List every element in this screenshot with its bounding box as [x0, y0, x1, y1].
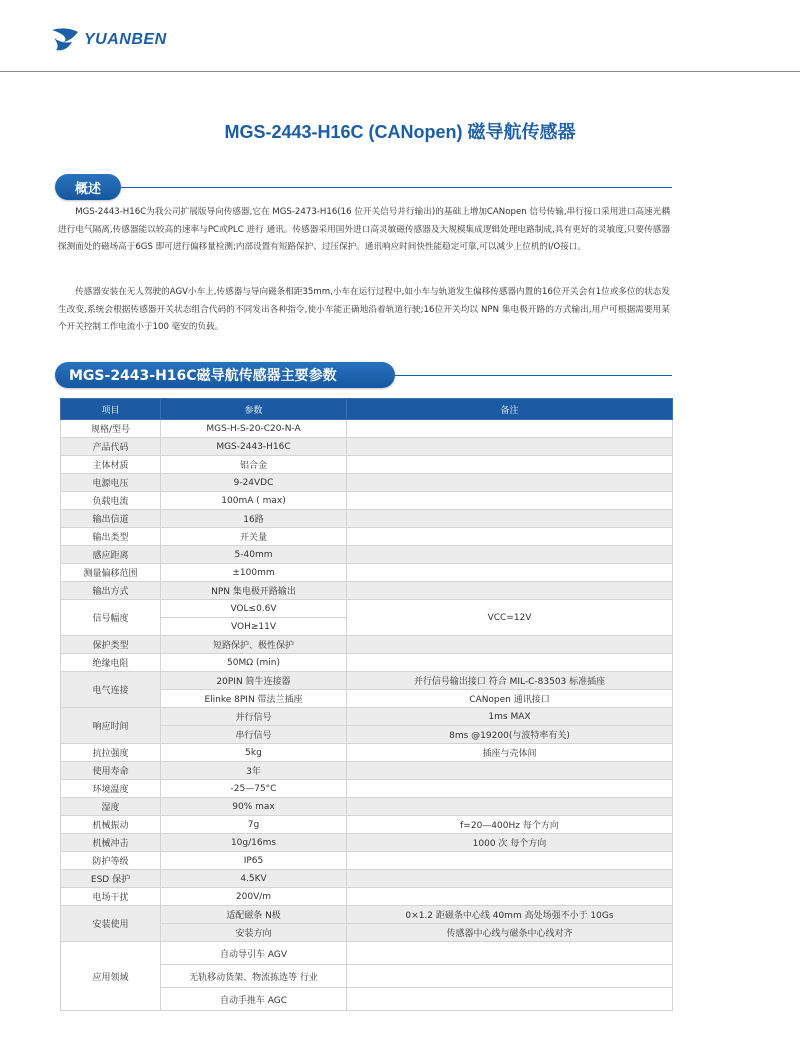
row-value: 串行信号	[161, 726, 347, 744]
row-label: ESD 保护	[61, 870, 161, 888]
row-note	[347, 762, 673, 780]
row-label: 安装使用	[61, 906, 161, 942]
table-row	[61, 456, 673, 474]
row-value: 50MΩ (min)	[161, 654, 347, 672]
table-row	[61, 546, 673, 564]
row-value: 自动导引车 AGV	[161, 942, 347, 965]
row-note	[347, 510, 673, 528]
row-value: MGS-2443-H16C	[161, 438, 347, 456]
summary-paragraph-1: MGS-2443-H16C为我公司扩展版导向传感器,它在 MGS-2473-H16(16 位开关信号并行输出)的基础上增加CANopen 信号传输,串行接口采用进口高速光耦进行电气隔离,传感器能以较高的速率与PC或PLC 进行 通讯。传感器采用国外进口高灵敏磁传感器及大规模集成逻辑处理电路制成,具有更好的灵敏度,只要传感器探测面处的磁场高于6GS 即可进行偏移量检测;内部设置有短路保护、过压保护。通讯响应时间快性能稳定可靠,可以减少上位机的I/O接口。	[58, 207, 670, 252]
table-row	[61, 834, 673, 852]
header-item: 项目	[61, 399, 161, 420]
row-value: 开关量	[161, 528, 347, 546]
row-value: 200V/m	[161, 888, 347, 906]
row-note: VCC=12V	[347, 600, 673, 636]
table-row	[61, 852, 673, 870]
table-row	[61, 798, 673, 816]
row-note	[347, 528, 673, 546]
row-value: 20PIN 简牛连接器	[161, 672, 347, 690]
table-row	[61, 636, 673, 654]
table-row	[61, 600, 673, 618]
row-value: NPN 集电极开路输出	[161, 582, 347, 600]
row-value: 短路保护、极性保护	[161, 636, 347, 654]
row-note: CANopen 通讯接口	[347, 690, 673, 708]
page-header	[0, 0, 800, 72]
row-value: 9-24VDC	[161, 474, 347, 492]
row-label: 机械振动	[61, 816, 161, 834]
table-row	[61, 474, 673, 492]
table-row	[61, 888, 673, 906]
row-label: 主体材质	[61, 456, 161, 474]
params-heading: MGS-2443-H16C磁导航传感器主要参数	[55, 362, 395, 388]
row-note: 并行信号输出接口 符合 MIL-C-83503 标准插座	[347, 672, 673, 690]
row-note: 1000 次 每个方向	[347, 834, 673, 852]
row-label: 规格/型号	[61, 420, 161, 438]
row-note	[347, 582, 673, 600]
brand-name: YUANBEN	[84, 31, 167, 48]
row-value: MGS-H-S-20-C20-N-A	[161, 420, 347, 438]
row-label: 测量偏移范围	[61, 564, 161, 582]
row-label: 输出类型	[61, 528, 161, 546]
row-value: 90% max	[161, 798, 347, 816]
page-title: MGS-2443-H16C (CANopen) 磁导航传感器	[224, 122, 576, 142]
header-note: 备注	[347, 399, 673, 420]
row-label: 信号幅度	[61, 600, 161, 636]
row-note: 8ms @19200(与波特率有关)	[347, 726, 673, 744]
row-value: 5-40mm	[161, 546, 347, 564]
row-value: 100mA ( max)	[161, 492, 347, 510]
row-note	[347, 798, 673, 816]
table-row	[61, 654, 673, 672]
row-note	[347, 870, 673, 888]
row-value: 自动手推车 AGC	[161, 988, 347, 1011]
table-row	[61, 762, 673, 780]
summary-heading-rule	[121, 187, 672, 188]
row-value: 并行信号	[161, 708, 347, 726]
row-note: f=20—400Hz 每个方向	[347, 816, 673, 834]
row-note: 0×1.2 距磁条中心线 40mm 高处场强不小于 10Gs	[347, 906, 673, 924]
row-note	[347, 492, 673, 510]
row-note	[347, 564, 673, 582]
table-row	[61, 420, 673, 438]
table-row	[61, 816, 673, 834]
row-label: 机械冲击	[61, 834, 161, 852]
table-row	[61, 564, 673, 582]
row-note	[347, 546, 673, 564]
brand-logo	[50, 26, 167, 54]
row-label: 电场干扰	[61, 888, 161, 906]
row-note	[347, 636, 673, 654]
row-label: 产品代码	[61, 438, 161, 456]
summary-paragraph-2: 传感器安装在无人驾驶的AGV小车上,传感器与导向磁条相距35mm,小车在运行过程中,如小车与轨道发生偏移传感器内置的16位开关会有1位或多位的状态发生改变,系统会根据传感器开关状态组合代码的不同发出各种指令,使小车能正确地沿着轨道行驶;16位开关均以 NPN 集电极开路的方式输出,用户可根据需要用某 个开关控制工作电流小于100 毫安的负载。	[58, 287, 670, 332]
row-note	[347, 456, 673, 474]
row-note	[347, 852, 673, 870]
row-value: 7g	[161, 816, 347, 834]
table-row	[61, 582, 673, 600]
row-value: VOH≥11V	[161, 618, 347, 636]
table-row	[61, 492, 673, 510]
row-label: 防护等级	[61, 852, 161, 870]
row-label: 输出信道	[61, 510, 161, 528]
row-note	[347, 420, 673, 438]
row-value: 3年	[161, 762, 347, 780]
row-value: 铝合金	[161, 456, 347, 474]
row-note	[347, 474, 673, 492]
row-label: 绝缘电阻	[61, 654, 161, 672]
row-label: 感应距离	[61, 546, 161, 564]
row-label: 应用领域	[61, 942, 161, 1011]
table-row	[61, 780, 673, 798]
row-label: 电源电压	[61, 474, 161, 492]
params-heading-rule	[395, 375, 672, 376]
table-row	[61, 744, 673, 762]
row-note	[347, 888, 673, 906]
row-label: 环境温度	[61, 780, 161, 798]
row-value: 16路	[161, 510, 347, 528]
header-divider	[0, 71, 800, 72]
row-label: 湿度	[61, 798, 161, 816]
row-value: -25—75°C	[161, 780, 347, 798]
row-note	[347, 438, 673, 456]
row-value: 安装方向	[161, 924, 347, 942]
row-label: 电气连接	[61, 672, 161, 708]
row-value: 适配磁条 N极	[161, 906, 347, 924]
table-row	[61, 906, 673, 924]
row-label: 响应时间	[61, 708, 161, 744]
row-value: IP65	[161, 852, 347, 870]
table-row	[61, 942, 673, 965]
spec-table	[60, 398, 673, 1011]
row-label: 抗拉强度	[61, 744, 161, 762]
row-label: 保护类型	[61, 636, 161, 654]
row-note	[347, 780, 673, 798]
row-value: 10g/16ms	[161, 834, 347, 852]
table-row	[61, 672, 673, 690]
row-value: 4.5KV	[161, 870, 347, 888]
row-value: ±100mm	[161, 564, 347, 582]
row-note	[347, 988, 673, 1011]
table-row	[61, 870, 673, 888]
row-note	[347, 965, 673, 988]
spec-table-header	[61, 399, 673, 420]
summary-heading: 概述	[55, 174, 121, 200]
row-note: 传感器中心线与磁条中心线对齐	[347, 924, 673, 942]
row-note: 插座与壳体间	[347, 744, 673, 762]
row-value: 5kg	[161, 744, 347, 762]
table-row	[61, 510, 673, 528]
yuanben-logo-icon	[50, 26, 80, 54]
row-note	[347, 654, 673, 672]
row-value: 无轨移动货架、物流拣选等 行业	[161, 965, 347, 988]
header-param: 参数	[161, 399, 347, 420]
row-label: 负载电流	[61, 492, 161, 510]
table-row	[61, 438, 673, 456]
row-value: Elinke 8PIN 带法兰插座	[161, 690, 347, 708]
row-note	[347, 942, 673, 965]
table-row	[61, 708, 673, 726]
table-row	[61, 528, 673, 546]
row-note: 1ms MAX	[347, 708, 673, 726]
row-label: 输出方式	[61, 582, 161, 600]
row-value: VOL≤0.6V	[161, 600, 347, 618]
row-label: 使用寿命	[61, 762, 161, 780]
